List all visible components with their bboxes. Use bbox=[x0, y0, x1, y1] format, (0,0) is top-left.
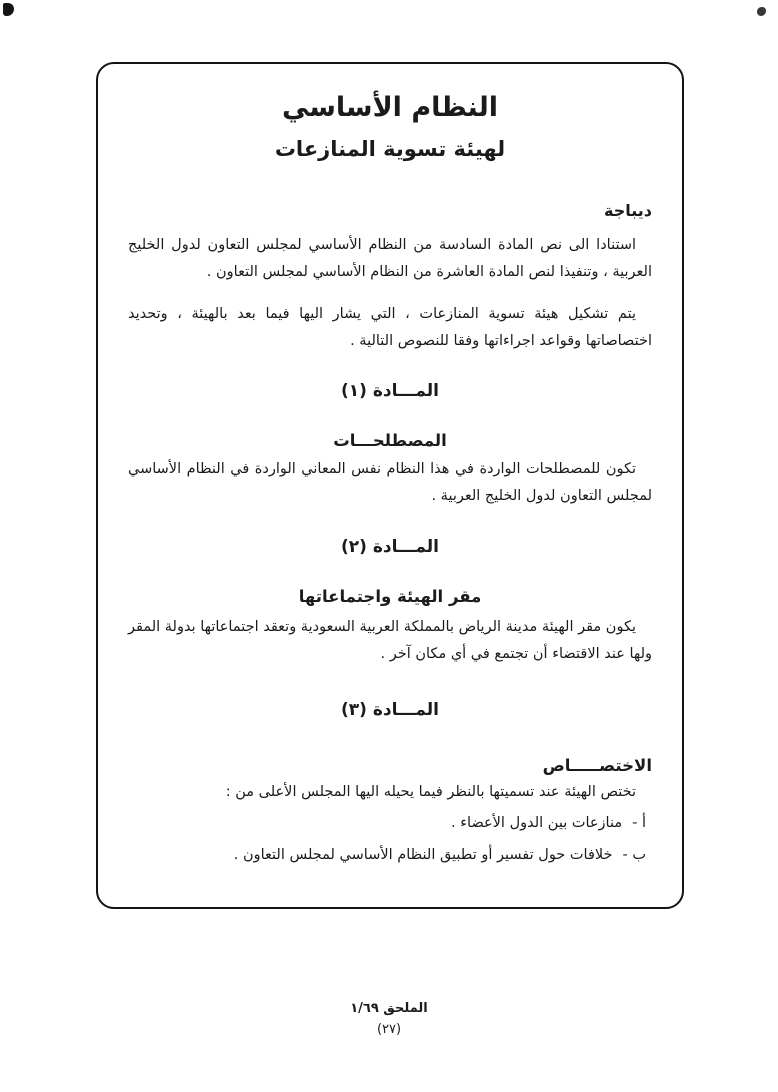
scan-speck-top-left bbox=[3, 3, 14, 16]
list-item-marker: ب - bbox=[622, 846, 646, 863]
article-3-intro: تختص الهيئة عند تسميتها بالنظر فيما يحيله اليها المجلس الأعلى من : bbox=[225, 784, 636, 801]
article-2-body: يكون مقر الهيئة مدينة الرياض بالمملكة العربية السعودية وتعقد اجتماعاتها بدولة المقر ولها عند الاقتضاء أن تجتمع في أي مكان آخر . bbox=[128, 618, 652, 662]
preamble-paragraph-2: يتم تشكيل هيئة تسوية المنازعات ، التي يشار اليها فيما بعد بالهيئة ، وتحديد اختصاصاتها وقواعد اجراءاتها وفقا للنصوص التالية . bbox=[128, 305, 652, 349]
list-item-text: خلافات حول تفسير أو تطبيق النظام الأساسي لمجلس التعاون . bbox=[233, 846, 613, 863]
article-3-item-a bbox=[128, 810, 652, 837]
document-subtitle: لهيئة تسوية المنازعات bbox=[274, 137, 506, 162]
article-1-title: المصطلحـــات bbox=[333, 431, 447, 451]
footer-page-number: (٢٧) bbox=[376, 1022, 402, 1037]
article-3-number: المـــادة (٣) bbox=[340, 700, 440, 721]
footer-annex-label: الملحق ١/٦٩ bbox=[350, 1001, 428, 1016]
article-1-body: تكون للمصطلحات الواردة في هذا النظام نفس المعاني الواردة في النظام الأساسي لمجلس التعاون لدول الخليج العربية . bbox=[128, 461, 652, 505]
list-item-marker: أ - bbox=[632, 815, 646, 832]
preamble-heading: ديباجة bbox=[604, 201, 652, 221]
article-3-title: الاختصـــــاص bbox=[542, 756, 652, 776]
preamble-paragraph-1: استنادا الى نص المادة السادسة من النظام الأساسي لمجلس التعاون لدول الخليج العربية ، وتنفيذا لنص المادة العاشرة من النظام الأساسي لمجلس التعاون . bbox=[128, 237, 652, 281]
article-3-item-b bbox=[128, 842, 652, 869]
document-title: النظام الأساسي bbox=[282, 92, 498, 123]
article-1-number: المـــادة (١) bbox=[340, 381, 440, 402]
article-2-number: المـــادة (٢) bbox=[340, 536, 440, 557]
page-border-frame bbox=[96, 62, 684, 909]
list-item-text: منازعات بين الدول الأعضاء . bbox=[450, 815, 623, 832]
article-2-title: مقر الهيئة واجتماعاتها bbox=[298, 586, 482, 606]
scan-speck-top-right bbox=[757, 7, 766, 16]
